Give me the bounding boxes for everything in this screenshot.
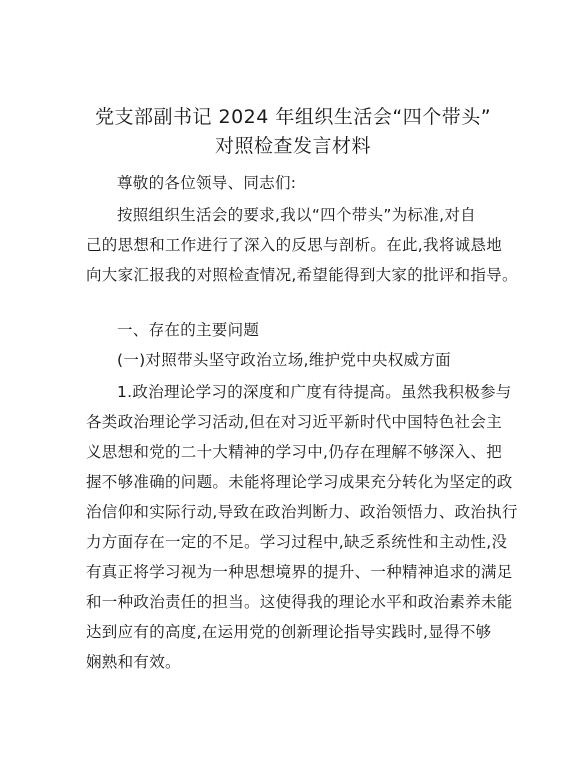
body-line: 各类政治理论学习活动,但在对习近平新时代中国特色社会主 (86, 413, 503, 431)
body-line: 力方面存在一定的不足。学习过程中,缺乏系统性和主动性,没 (86, 533, 508, 551)
body-line: 义思想和党的二十大精神的学习中,仍存在理解不够深入、把 (86, 443, 503, 461)
salutation: 尊敬的各位领导、同志们: (117, 174, 297, 192)
body-line: 和一种政治责任的担当。这使得我的理论水平和政治素养未能 (86, 593, 513, 611)
body-line: 1.政治理论学习的深度和广度有待提高。虽然我积极参与 (117, 383, 512, 401)
body-line: 达到应有的高度,在运用党的创新理论指导实践时,显得不够 (86, 623, 492, 641)
subsection-heading: (一)对照带头坚守政治立场,维护党中央权威方面 (117, 351, 451, 369)
intro-line: 按照组织生活会的要求,我以“四个带头”为标准,对自 (117, 206, 476, 224)
section-heading: 一、存在的主要问题 (117, 321, 260, 339)
body-line: 治信仰和实际行动,导致在政治判断力、政治领悟力、政治执行 (86, 503, 518, 521)
body-line: 有真正将学习视为一种思想境界的提升、一种精神追求的满足 (86, 563, 513, 581)
document-title-line-1: 党支部副书记 2024 年组织生活会“四个带头” (94, 106, 492, 128)
body-line: 娴熟和有效。 (86, 653, 181, 671)
body-line: 握不够准确的问题。未能将理论学习成果充分转化为坚定的政 (86, 473, 513, 491)
intro-line: 向大家汇报我的对照检查情况,希望能得到大家的批评和指导。 (86, 266, 518, 284)
document-title-line-2: 对照检查发言材料 (214, 135, 371, 157)
intro-line: 己的思想和工作进行了深入的反思与剖析。在此,我将诚恳地 (86, 236, 503, 254)
